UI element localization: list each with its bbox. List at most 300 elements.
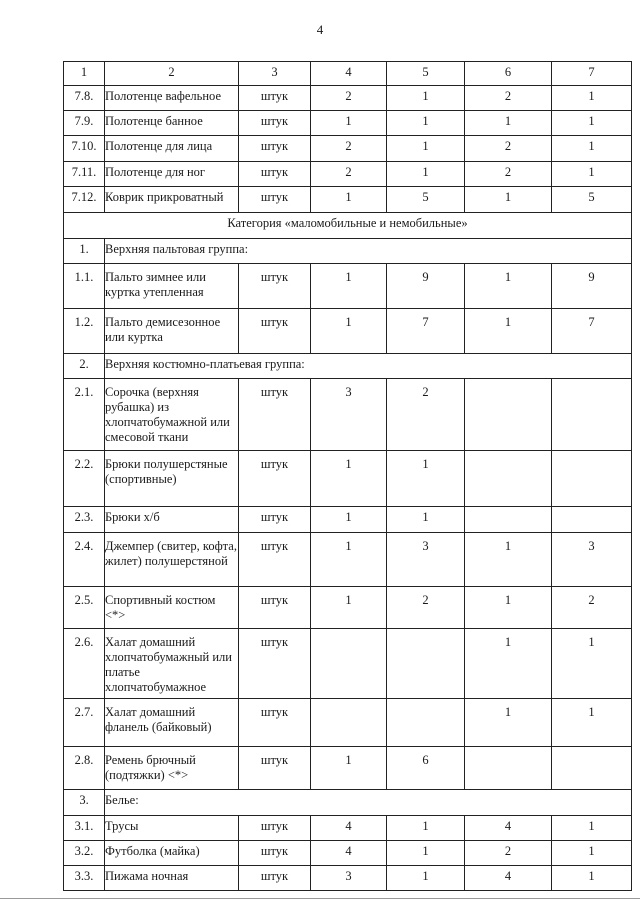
row-number <box>64 86 105 111</box>
row-number-text: 7.10. <box>71 139 97 153</box>
unit-cell-text: штук <box>260 270 289 284</box>
group-title <box>105 354 632 379</box>
item-name-text: Полотенце для лица <box>105 139 213 153</box>
unit-cell-text: штук <box>260 114 289 128</box>
value-cell <box>311 136 387 162</box>
value-cell <box>387 587 465 629</box>
value-cell-text: 1 <box>422 869 429 883</box>
item-name <box>105 507 239 533</box>
value-cell-text <box>552 379 631 385</box>
item-name-text: Сорочка (верхняя рубашка) из хлопчатобумажной или смесовой ткани <box>105 385 230 444</box>
table-row <box>64 379 632 451</box>
value-cell <box>311 187 387 213</box>
unit-cell <box>239 136 311 162</box>
group-number-text: 3. <box>79 793 89 807</box>
value-cell <box>552 264 632 309</box>
value-cell-text: 2 <box>504 139 512 153</box>
value-cell-text: 2 <box>504 165 512 179</box>
item-name <box>105 866 239 891</box>
unit-cell <box>239 816 311 841</box>
item-name-text: Пальто демисезонное или куртка <box>105 315 221 344</box>
value-cell-text: 2 <box>504 844 512 858</box>
value-cell-text: 3 <box>588 539 595 553</box>
value-cell <box>387 187 465 213</box>
row-number-text: 2.5. <box>74 593 94 607</box>
value-cell-text: 1 <box>422 844 429 858</box>
item-name-text: Спортивный костюм <*> <box>105 593 216 622</box>
item-name <box>105 187 239 213</box>
value-cell-text: 1 <box>588 844 595 858</box>
column-header <box>387 62 465 86</box>
value-cell <box>465 451 552 507</box>
unit-cell-text: штук <box>260 457 289 471</box>
item-name-text: Футболка (майка) <box>105 844 200 858</box>
value-cell <box>311 699 387 747</box>
unit-cell-text: штук <box>260 139 289 153</box>
value-cell <box>465 162 552 187</box>
item-name <box>105 747 239 790</box>
value-cell-text: 1 <box>422 89 429 103</box>
unit-cell-text: штук <box>260 89 289 103</box>
unit-cell-text: штук <box>260 869 289 883</box>
column-header-text: 2 <box>168 65 175 79</box>
item-name-text: Ремень брючный (подтяжки) <*> <box>105 753 196 782</box>
row-number-text: 3.3. <box>74 869 94 883</box>
value-cell <box>552 587 632 629</box>
column-header <box>239 62 311 86</box>
value-cell <box>387 264 465 309</box>
value-cell-text: 1 <box>504 315 512 329</box>
unit-cell-text: штук <box>260 315 289 329</box>
unit-cell <box>239 309 311 354</box>
value-cell <box>552 533 632 587</box>
unit-cell <box>239 162 311 187</box>
table-row <box>64 111 632 136</box>
value-cell-text: 1 <box>504 270 512 284</box>
value-cell <box>387 111 465 136</box>
row-number-text: 1.2. <box>74 315 94 329</box>
value-cell-text: 2 <box>588 593 595 607</box>
value-cell-text: 4 <box>504 869 512 883</box>
row-number-text: 2.4. <box>74 539 94 553</box>
row-number <box>64 309 105 354</box>
value-cell-text: 1 <box>504 635 512 649</box>
value-cell-text <box>311 699 386 705</box>
value-cell <box>311 866 387 891</box>
value-cell-text: 9 <box>588 270 595 284</box>
unit-cell <box>239 533 311 587</box>
group-number <box>64 354 105 379</box>
value-cell <box>311 629 387 699</box>
value-cell <box>311 841 387 866</box>
table-row <box>64 816 632 841</box>
value-cell <box>387 747 465 790</box>
column-header <box>105 62 239 86</box>
group-number <box>64 790 105 816</box>
value-cell <box>465 136 552 162</box>
value-cell-text: 7 <box>422 315 429 329</box>
value-cell-text: 1 <box>345 753 352 767</box>
row-number-text: 1.1. <box>74 270 94 284</box>
value-cell <box>311 533 387 587</box>
table-row <box>64 86 632 111</box>
value-cell <box>311 86 387 111</box>
unit-cell-text: штук <box>260 593 289 607</box>
table-row <box>64 507 632 533</box>
table-row <box>64 699 632 747</box>
value-cell <box>311 111 387 136</box>
value-cell-text: 2 <box>422 593 429 607</box>
value-cell <box>552 379 632 451</box>
value-cell <box>552 841 632 866</box>
value-cell <box>552 187 632 213</box>
category-title-text: Категория «маломобильные и немобильные» <box>227 216 468 230</box>
unit-cell-text: штук <box>260 510 289 524</box>
page-number: 4 <box>316 22 324 37</box>
value-cell-text: 1 <box>422 510 429 524</box>
value-cell <box>465 699 552 747</box>
value-cell-text: 1 <box>345 315 352 329</box>
item-name <box>105 379 239 451</box>
value-cell-text: 1 <box>504 539 512 553</box>
value-cell-text <box>387 699 464 705</box>
value-cell-text <box>387 629 464 635</box>
value-cell <box>387 136 465 162</box>
value-cell-text: 3 <box>345 869 352 883</box>
unit-cell <box>239 86 311 111</box>
table-row <box>64 264 632 309</box>
item-name <box>105 587 239 629</box>
item-name-text: Джемпер (свитер, кофта, жилет) полушерстяной <box>105 539 237 568</box>
value-cell-text <box>311 629 386 635</box>
row-number-text: 7.11. <box>71 165 97 179</box>
value-cell-text <box>552 451 631 457</box>
unit-cell-text: штук <box>260 753 289 767</box>
table-row <box>64 309 632 354</box>
category-title <box>64 213 632 239</box>
table-row <box>64 136 632 162</box>
unit-cell <box>239 587 311 629</box>
value-cell <box>465 111 552 136</box>
value-cell <box>552 451 632 507</box>
value-cell <box>465 747 552 790</box>
item-name <box>105 451 239 507</box>
value-cell-text: 9 <box>422 270 429 284</box>
value-cell-text: 1 <box>588 819 595 833</box>
item-name <box>105 162 239 187</box>
value-cell-text: 1 <box>588 869 595 883</box>
group-title-text: Верхняя пальтовая группа: <box>105 242 249 256</box>
value-cell-text: 3 <box>345 385 352 399</box>
value-cell <box>465 841 552 866</box>
group-row <box>64 239 632 264</box>
unit-cell-text: штук <box>260 539 289 553</box>
value-cell-text: 1 <box>504 705 512 719</box>
value-cell-text: 4 <box>345 819 352 833</box>
row-number <box>64 747 105 790</box>
value-cell-text: 1 <box>588 705 595 719</box>
item-name-text: Брюки полушерстяные (спортивные) <box>105 457 228 486</box>
value-cell <box>552 747 632 790</box>
value-cell <box>311 816 387 841</box>
value-cell-text: 1 <box>588 139 595 153</box>
row-number-text: 7.9. <box>74 114 94 128</box>
item-name-text: Полотенце вафельное <box>105 89 222 103</box>
table-row <box>64 451 632 507</box>
value-cell <box>387 533 465 587</box>
value-cell <box>465 507 552 533</box>
group-number <box>64 239 105 264</box>
row-number <box>64 187 105 213</box>
value-cell <box>552 162 632 187</box>
value-cell-text: 7 <box>588 315 595 329</box>
row-number-text: 2.7. <box>74 705 94 719</box>
value-cell <box>465 533 552 587</box>
value-cell-text: 1 <box>504 190 512 204</box>
page-bottom-rule <box>0 898 640 899</box>
row-number <box>64 629 105 699</box>
unit-cell-text: штук <box>260 385 289 399</box>
item-name-text: Халат домашний хлопчатобумажный или платье хлопчатобумажное <box>105 635 232 694</box>
item-name <box>105 699 239 747</box>
value-cell-text: 2 <box>345 139 352 153</box>
value-cell <box>552 111 632 136</box>
value-cell <box>465 379 552 451</box>
item-name <box>105 136 239 162</box>
value-cell-text: 1 <box>588 635 595 649</box>
column-header-text: 1 <box>80 65 88 79</box>
value-cell <box>387 86 465 111</box>
value-cell-text: 1 <box>345 457 352 471</box>
value-cell <box>387 816 465 841</box>
value-cell <box>552 699 632 747</box>
unit-cell-text: штук <box>260 819 289 833</box>
value-cell-text <box>465 747 551 753</box>
value-cell <box>465 587 552 629</box>
row-number-text: 7.12. <box>71 190 97 204</box>
unit-cell-text: штук <box>260 705 289 719</box>
value-cell-text: 4 <box>345 844 352 858</box>
row-number <box>64 841 105 866</box>
value-cell-text: 1 <box>422 457 429 471</box>
item-name <box>105 86 239 111</box>
value-cell <box>552 86 632 111</box>
table-header-row <box>64 62 632 86</box>
table-row <box>64 841 632 866</box>
item-name <box>105 816 239 841</box>
row-number <box>64 866 105 891</box>
value-cell <box>311 747 387 790</box>
item-name-text: Пальто зимнее или куртка утепленная <box>105 270 206 299</box>
unit-cell-text: штук <box>260 165 289 179</box>
row-number <box>64 111 105 136</box>
value-cell <box>311 587 387 629</box>
value-cell-text: 1 <box>422 114 429 128</box>
value-cell <box>387 379 465 451</box>
row-number-text: 2.8. <box>74 753 94 767</box>
group-title <box>105 790 632 816</box>
row-number <box>64 379 105 451</box>
value-cell <box>387 451 465 507</box>
unit-cell-text: штук <box>260 844 289 858</box>
item-name-text: Полотенце банное <box>105 114 203 128</box>
item-name <box>105 309 239 354</box>
table-row <box>64 587 632 629</box>
row-number <box>64 507 105 533</box>
row-number-text: 2.1. <box>74 385 94 399</box>
column-header <box>552 62 632 86</box>
group-title-text: Белье: <box>105 793 139 807</box>
column-header <box>311 62 387 86</box>
value-cell-text: 1 <box>422 819 429 833</box>
column-header <box>465 62 552 86</box>
group-number-text: 1. <box>79 242 89 256</box>
value-cell-text: 1 <box>422 165 429 179</box>
value-cell <box>387 629 465 699</box>
value-cell <box>465 866 552 891</box>
value-cell-text: 5 <box>422 190 429 204</box>
value-cell-text: 1 <box>504 114 512 128</box>
value-cell-text: 1 <box>345 539 352 553</box>
row-number-text: 3.1. <box>74 819 94 833</box>
value-cell-text <box>552 747 631 753</box>
row-number-text: 7.8. <box>74 89 94 103</box>
value-cell <box>387 841 465 866</box>
row-number <box>64 136 105 162</box>
column-header-text: 7 <box>588 65 595 79</box>
value-cell-text <box>465 507 551 510</box>
row-number <box>64 533 105 587</box>
column-header-text: 5 <box>422 65 429 79</box>
value-cell <box>465 629 552 699</box>
value-cell-text: 1 <box>345 190 352 204</box>
column-header <box>64 62 105 86</box>
unit-cell <box>239 264 311 309</box>
unit-cell <box>239 841 311 866</box>
value-cell <box>311 309 387 354</box>
unit-cell-text: штук <box>260 190 289 204</box>
value-cell-text: 1 <box>345 270 352 284</box>
item-name-text: Полотенце для ног <box>105 165 206 179</box>
column-header-text: 3 <box>271 65 278 79</box>
value-cell-text: 4 <box>504 819 512 833</box>
unit-cell <box>239 507 311 533</box>
value-cell <box>311 162 387 187</box>
unit-cell <box>239 629 311 699</box>
value-cell-text: 1 <box>345 114 352 128</box>
value-cell <box>387 162 465 187</box>
table-row <box>64 629 632 699</box>
group-title-text: Верхняя костюмно-платьевая группа: <box>105 357 305 371</box>
item-name-text: Коврик прикроватный <box>105 190 224 204</box>
row-number <box>64 264 105 309</box>
value-cell <box>552 816 632 841</box>
value-cell-text: 1 <box>504 593 512 607</box>
value-cell <box>387 699 465 747</box>
value-cell-text: 6 <box>422 753 429 767</box>
unit-cell <box>239 111 311 136</box>
value-cell-text: 2 <box>345 165 352 179</box>
unit-cell <box>239 747 311 790</box>
item-name-text: Пижама ночная <box>105 869 189 883</box>
value-cell <box>311 451 387 507</box>
value-cell <box>465 86 552 111</box>
row-number <box>64 699 105 747</box>
unit-cell <box>239 379 311 451</box>
item-name <box>105 111 239 136</box>
value-cell-text: 1 <box>422 139 429 153</box>
value-cell <box>552 309 632 354</box>
unit-cell-text: штук <box>260 635 289 649</box>
value-cell <box>552 629 632 699</box>
category-row <box>64 213 632 239</box>
group-title <box>105 239 632 264</box>
value-cell <box>311 264 387 309</box>
item-name-text: Халат домашний фланель (байковый) <box>105 705 212 734</box>
item-name <box>105 629 239 699</box>
value-cell <box>387 866 465 891</box>
value-cell-text: 1 <box>588 165 595 179</box>
value-cell-text: 1 <box>588 89 595 103</box>
value-cell-text: 1 <box>345 593 352 607</box>
unit-cell <box>239 866 311 891</box>
table-row <box>64 533 632 587</box>
value-cell-text: 1 <box>345 510 352 524</box>
row-number <box>64 162 105 187</box>
value-cell-text: 2 <box>422 385 429 399</box>
value-cell-text: 3 <box>422 539 429 553</box>
value-cell <box>552 507 632 533</box>
value-cell <box>465 816 552 841</box>
value-cell <box>387 309 465 354</box>
row-number <box>64 451 105 507</box>
column-header-text: 4 <box>345 65 352 79</box>
value-cell-text <box>465 451 551 457</box>
column-header-text: 6 <box>504 65 512 79</box>
table-row <box>64 187 632 213</box>
item-name <box>105 533 239 587</box>
row-number <box>64 587 105 629</box>
value-cell-text <box>552 507 631 510</box>
item-name-text: Трусы <box>105 819 139 833</box>
value-cell <box>387 507 465 533</box>
row-number-text: 3.2. <box>74 844 94 858</box>
unit-cell <box>239 451 311 507</box>
value-cell <box>552 866 632 891</box>
value-cell-text: 1 <box>588 114 595 128</box>
unit-cell <box>239 699 311 747</box>
value-cell <box>311 379 387 451</box>
value-cell <box>465 187 552 213</box>
table-row <box>64 162 632 187</box>
group-row <box>64 790 632 816</box>
value-cell <box>311 507 387 533</box>
value-cell-text <box>465 379 551 385</box>
row-number <box>64 816 105 841</box>
value-cell-text: 5 <box>588 190 595 204</box>
table-row <box>64 866 632 891</box>
unit-cell <box>239 187 311 213</box>
table-row <box>64 747 632 790</box>
row-number-text: 2.2. <box>74 457 94 471</box>
row-number-text: 2.3. <box>74 510 94 524</box>
norms-table <box>63 61 632 891</box>
item-name <box>105 264 239 309</box>
group-row <box>64 354 632 379</box>
item-name-text: Брюки х/б <box>105 510 160 524</box>
value-cell-text: 2 <box>504 89 512 103</box>
value-cell-text: 2 <box>345 89 352 103</box>
